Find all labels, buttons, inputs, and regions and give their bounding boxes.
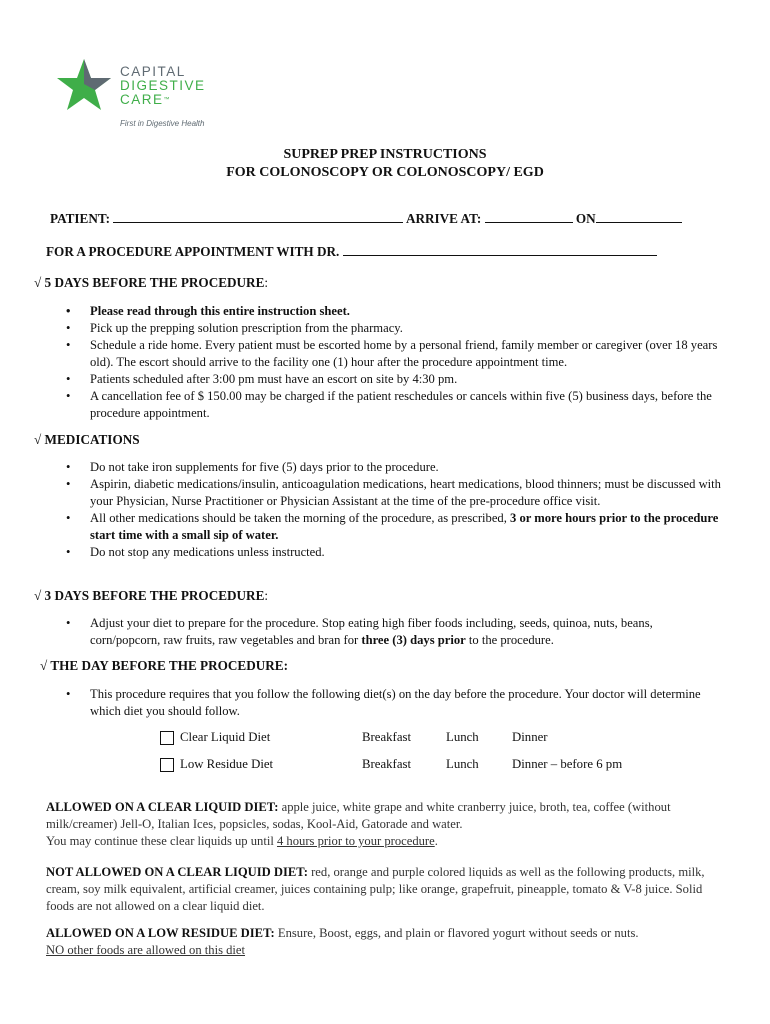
patient-field[interactable] — [113, 211, 403, 223]
title-line-1: SUPREP PREP INSTRUCTIONS — [283, 147, 487, 162]
list-item: • A cancellation fee of $ 150.00 may be charged if the patient reschedules or cancels within five (5) business days, before the procedure appointment. — [66, 389, 712, 420]
list-item: • Do not stop any medications unless instructed. — [66, 545, 325, 559]
logo-tagline: First in Digestive Health — [120, 119, 205, 128]
doctor-field[interactable] — [343, 244, 657, 256]
check-mark-icon: √ — [34, 432, 42, 447]
logo-line-digestive: DIGESTIVE — [120, 78, 206, 93]
allowed-low-residue-paragraph: ALLOWED ON A LOW RESIDUE DIET: Ensure, Boost, eggs, and plain or flavored yogurt without seeds or nuts. NO other foods are allowed on this diet — [46, 926, 639, 957]
appointment-label: FOR A PROCEDURE APPOINTMENT WITH DR. — [46, 244, 340, 259]
allowed-clear-liquid-heading: ALLOWED ON A CLEAR LIQUID DIET: — [46, 800, 279, 814]
check-mark-icon: √ — [40, 658, 48, 673]
arrive-label: ARRIVE AT: — [405, 211, 482, 226]
section-3-days-heading: √ 3 DAYS BEFORE THE PROCEDURE: — [34, 588, 269, 603]
diet-dinner: Dinner – before 6 pm — [512, 757, 623, 771]
list-item: • Pick up the prepping solution prescription from the pharmacy. — [66, 321, 403, 335]
title-line-2: FOR COLONOSCOPY OR COLONOSCOPY/ EGD — [226, 165, 544, 180]
low-residue-heading: ALLOWED ON A LOW RESIDUE DIET: — [46, 926, 275, 940]
diet-dinner: Dinner — [512, 730, 548, 744]
section-5-days-heading: √ 5 DAYS BEFORE THE PROCEDURE: — [34, 275, 269, 290]
section-day-before-heading: √ THE DAY BEFORE THE PROCEDURE: — [40, 658, 288, 673]
list-item: • All other medications should be taken the morning of the procedure, as prescribed, 3 or more hours prior to the procedure start time with a small sip of water. — [66, 511, 719, 542]
diet-name: Clear Liquid Diet — [180, 730, 271, 744]
date-field[interactable] — [596, 211, 682, 223]
not-allowed-heading: NOT ALLOWED ON A CLEAR LIQUID DIET: — [46, 865, 308, 879]
logo-line-capital: CAPITAL — [120, 64, 186, 79]
check-mark-icon: √ — [34, 588, 42, 603]
day-before-list — [64, 686, 724, 720]
allowed-clear-liquid-paragraph: ALLOWED ON A CLEAR LIQUID DIET: apple juice, white grape and white cranberry juice, broth, tea, coffee (without milk/creamer) Jell-O, Italian Ices, popsicles, sodas, Kool-Aid, Gatorade and water. You may continue these clear liquids up until 4 hours prior to your procedure. — [46, 800, 671, 848]
star-logo-icon — [54, 56, 114, 116]
arrive-field[interactable] — [485, 211, 573, 223]
list-item: • Patients scheduled after 3:00 pm must have an escort on site by 4:30 pm. — [66, 372, 458, 386]
appointment-line — [46, 244, 657, 260]
diet-breakfast: Breakfast — [362, 730, 412, 744]
diet-breakfast: Breakfast — [362, 757, 412, 771]
section-medications-heading: √ MEDICATIONS — [34, 432, 140, 447]
document-title — [0, 146, 770, 182]
check-mark-icon: √ — [34, 275, 42, 290]
medications-list — [64, 459, 724, 561]
five-days-list — [64, 303, 724, 422]
diet-lunch: Lunch — [446, 757, 479, 771]
four-hours-note: 4 hours prior to your procedure — [276, 834, 435, 848]
patient-label: PATIENT: — [50, 211, 111, 226]
low-residue-checkbox[interactable] — [160, 758, 174, 772]
logo — [54, 56, 224, 132]
on-label: ON — [575, 211, 596, 226]
diet-name: Low Residue Diet — [180, 757, 274, 771]
trademark: ™ — [163, 97, 170, 103]
list-item: • Do not take iron supplements for five (5) days prior to the procedure. — [66, 460, 439, 474]
clear-liquid-checkbox[interactable] — [160, 731, 174, 745]
no-other-foods-note: NO other foods are allowed on this diet — [46, 943, 246, 957]
not-allowed-clear-liquid-paragraph: NOT ALLOWED ON A CLEAR LIQUID DIET: red, orange and purple colored liquids as well as the following products, milk, cream, soy milk equivalent, artificial creamer, juices containing pulp; like orange, grapefruit, pineapple, tomato & V-8 juice. Solid foods are not allowed on a clear liquid diet. — [46, 865, 705, 913]
list-item: • This procedure requires that you follow the following diet(s) on the day before the procedure. Your doctor will determine which diet you should follow. — [66, 687, 701, 718]
logo-wordmark — [120, 65, 206, 107]
list-item: • Aspirin, diabetic medications/insulin, anticoagulation medications, heart medications, blood thinners; must be discussed with your Physician, Nurse Practitioner or Physician Assistant at the time of the pre-procedure office visit. — [66, 477, 721, 508]
three-days-list — [64, 615, 724, 649]
list-item: • Adjust your diet to prepare for the procedure. Stop eating high fiber foods including, seeds, quinoa, nuts, beans, corn/popcorn, raw fruits, raw vegetables and bran for three (3) days prior to the procedure. — [66, 616, 653, 647]
diet-lunch: Lunch — [446, 730, 479, 744]
logo-line-care: CARE™ — [120, 92, 170, 107]
list-item: • Schedule a ride home. Every patient must be escorted home by a personal friend, family member or caregiver (over 18 years old). The escort should arrive to the facility one (1) hour after the procedure appointment time. — [66, 338, 718, 369]
patient-line — [50, 211, 682, 227]
list-item: • Please read through this entire instruction sheet. — [66, 304, 350, 318]
